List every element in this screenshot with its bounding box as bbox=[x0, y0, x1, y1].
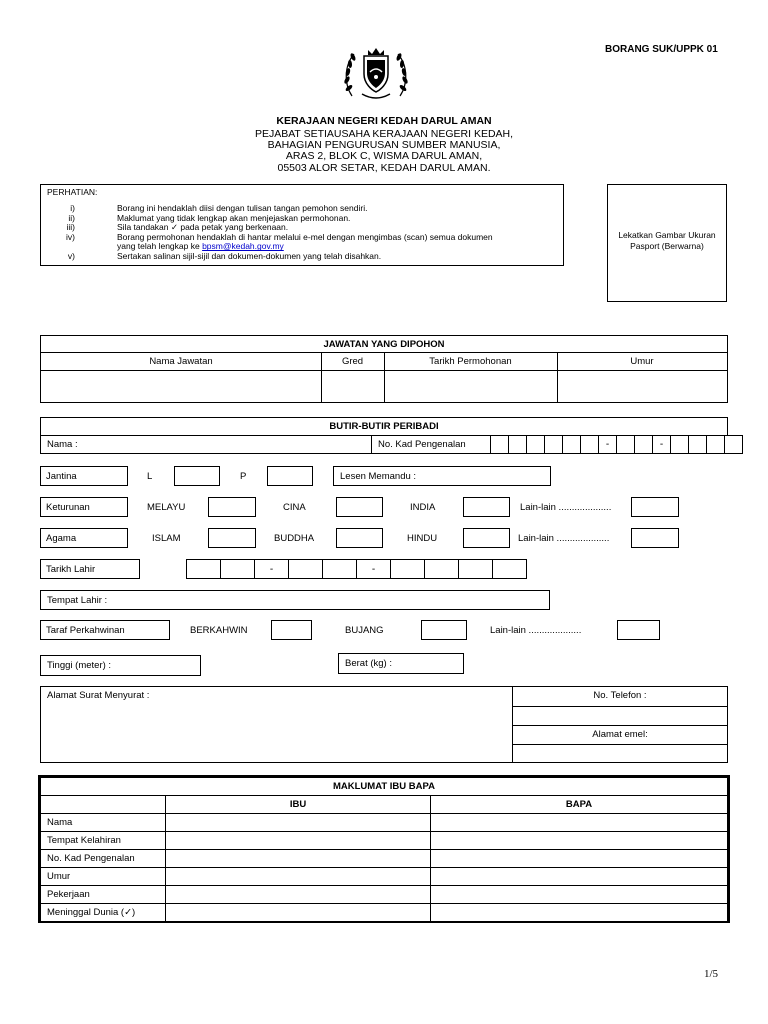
label-lainlain: Lain-lain .................... bbox=[520, 502, 612, 513]
form-code: BORANG SUK/UPPK 01 bbox=[605, 44, 718, 55]
nama-label: Nama : bbox=[47, 439, 78, 450]
notice-box bbox=[40, 184, 564, 266]
photo-label: Lekatkan Gambar Ukuran bbox=[618, 230, 716, 240]
ibu-cell[interactable] bbox=[166, 886, 431, 904]
checkbox-cina[interactable] bbox=[336, 497, 383, 517]
label-bujang: BUJANG bbox=[345, 625, 384, 636]
label-islam: ISLAM bbox=[152, 533, 181, 544]
header-line: BAHAGIAN PENGURUSAN SUMBER MANUSIA, bbox=[267, 139, 501, 151]
notice-title: PERHATIAN: bbox=[47, 187, 98, 197]
label-india: INDIA bbox=[410, 502, 436, 513]
checkbox-islam[interactable] bbox=[208, 528, 256, 548]
label-lainlain: Lain-lain .................... bbox=[490, 625, 582, 636]
ibu-cell[interactable] bbox=[166, 814, 431, 832]
keturunan-label-box: Keturunan bbox=[40, 497, 128, 517]
col-bapa: BAPA bbox=[431, 796, 728, 814]
peribadi-header bbox=[40, 417, 728, 436]
col-header: Umur bbox=[630, 356, 654, 367]
bapa-cell[interactable] bbox=[431, 850, 728, 868]
nama-jawatan-field[interactable] bbox=[42, 372, 320, 401]
notice-item: v) Sertakan salinan sijil-sijil dan dokumen-dokumen yang telah disahkan. bbox=[67, 250, 382, 261]
bapa-cell[interactable] bbox=[431, 868, 728, 886]
contact-box bbox=[512, 686, 728, 763]
notice-item: iii) Sila tandakan ✓ pada petak yang berkenaan. bbox=[66, 222, 289, 233]
checkbox-buddha[interactable] bbox=[336, 528, 383, 548]
bapa-cell[interactable] bbox=[431, 832, 728, 850]
checkbox-p[interactable] bbox=[267, 466, 313, 486]
label-melayu: MELAYU bbox=[147, 502, 186, 513]
nama-field[interactable] bbox=[40, 435, 372, 454]
ic-label-box bbox=[371, 435, 491, 454]
notice-item: iv) Borang permohonan hendaklah di hantar melalui e-mel dengan mengimbas (scan) semua dokumen yang telah lengkap ke bpsm@kedah.gov.my bbox=[66, 231, 493, 252]
photo-box bbox=[607, 184, 727, 302]
parents-title: MAKLUMAT IBU BAPA bbox=[41, 778, 728, 796]
table-row: Meninggal Dunia (✓) bbox=[41, 904, 728, 922]
header-title: KERAJAAN NEGERI KEDAH DARUL AMAN bbox=[276, 115, 492, 127]
checkbox-india[interactable] bbox=[463, 497, 510, 517]
ic-number-cells[interactable]: - - bbox=[490, 435, 743, 454]
tarikh-lahir-label-box: Tarikh Lahir bbox=[40, 559, 140, 579]
tinggi-field[interactable]: Tinggi (meter) : bbox=[40, 655, 201, 676]
label-hindu: HINDU bbox=[407, 533, 438, 544]
telefon-label: No. Telefon : bbox=[593, 690, 647, 701]
checkbox-melayu[interactable] bbox=[208, 497, 256, 517]
agama-label-box: Agama bbox=[40, 528, 128, 548]
table-row: Tempat Kelahiran bbox=[41, 832, 728, 850]
header-line: PEJABAT SETIAUSAHA KERAJAAN NEGERI KEDAH, bbox=[254, 128, 514, 140]
table-row: Umur bbox=[41, 868, 728, 886]
jantina-label-box: Jantina bbox=[40, 466, 128, 486]
header-line: ARAS 2, BLOK C, WISMA DARUL AMAN, bbox=[285, 150, 483, 162]
lesen-field[interactable]: Lesen Memandu : bbox=[333, 466, 551, 486]
page-number: 1/5 bbox=[704, 968, 719, 980]
label-cina: CINA bbox=[283, 502, 306, 513]
photo-label: Pasport (Berwarna) bbox=[630, 241, 704, 251]
table-row: Pekerjaan bbox=[41, 886, 728, 904]
tarikh-lahir-cells[interactable]: - - bbox=[186, 559, 527, 579]
email-link[interactable]: bpsm@kedah.gov.my bbox=[202, 241, 284, 252]
label-lainlain: Lain-lain .................... bbox=[518, 533, 610, 544]
emel-field[interactable] bbox=[514, 745, 726, 762]
ibu-cell[interactable] bbox=[166, 850, 431, 868]
ibu-cell[interactable] bbox=[166, 832, 431, 850]
jawatan-title: JAWATAN YANG DIPOHON bbox=[323, 339, 445, 350]
checkbox-keturunan-lain[interactable] bbox=[631, 497, 679, 517]
col-header: Nama Jawatan bbox=[149, 356, 213, 367]
checkbox-berkahwin[interactable] bbox=[271, 620, 312, 640]
checkbox-taraf-lain[interactable] bbox=[617, 620, 660, 640]
telefon-field[interactable] bbox=[514, 707, 726, 724]
ic-label: No. Kad Pengenalan bbox=[378, 439, 466, 450]
label-l: L bbox=[147, 471, 153, 482]
checkbox-l[interactable] bbox=[174, 466, 220, 486]
alamat-field[interactable]: Alamat Surat Menyurat : bbox=[40, 686, 513, 763]
ibu-cell[interactable] bbox=[166, 904, 431, 922]
label-buddha: BUDDHA bbox=[274, 533, 315, 544]
checkbox-bujang[interactable] bbox=[421, 620, 467, 640]
bapa-cell[interactable] bbox=[431, 904, 728, 922]
umur-field[interactable] bbox=[559, 372, 726, 401]
emel-label: Alamat emel: bbox=[592, 729, 648, 740]
tempat-lahir-field[interactable]: Tempat Lahir : bbox=[40, 590, 550, 610]
col-header: Tarikh Permohonan bbox=[429, 356, 512, 367]
table-row: Nama bbox=[41, 814, 728, 832]
ibu-cell[interactable] bbox=[166, 868, 431, 886]
parents-section bbox=[38, 775, 730, 923]
table-row: No. Kad Pengenalan bbox=[41, 850, 728, 868]
parents-table bbox=[40, 777, 728, 922]
kedah-crest-emblem bbox=[340, 44, 412, 104]
notice-item: i) Borang ini hendaklah diisi dengan tulisan tangan pemohon sendiri. bbox=[70, 203, 368, 213]
col-header: Gred bbox=[341, 356, 364, 367]
tarikh-permohonan-field[interactable] bbox=[386, 372, 556, 401]
col-ibu: IBU bbox=[166, 796, 431, 814]
bapa-cell[interactable] bbox=[431, 814, 728, 832]
berat-field[interactable]: Berat (kg) : bbox=[338, 653, 464, 674]
header-line: 05503 ALOR SETAR, KEDAH DARUL AMAN. bbox=[277, 162, 491, 174]
taraf-label-box: Taraf Perkahwinan bbox=[40, 620, 170, 640]
peribadi-title: BUTIR-BUTIR PERIBADI bbox=[329, 421, 439, 432]
checkbox-hindu[interactable] bbox=[463, 528, 510, 548]
jawatan-section bbox=[40, 335, 728, 403]
label-berkahwin: BERKAHWIN bbox=[190, 625, 248, 636]
label-p: P bbox=[240, 471, 247, 482]
bapa-cell[interactable] bbox=[431, 886, 728, 904]
gred-field[interactable] bbox=[323, 372, 383, 401]
checkbox-agama-lain[interactable] bbox=[631, 528, 679, 548]
notice-item: ii) Maklumat yang tidak lengkap akan menjejaskan permohonan. bbox=[68, 212, 351, 223]
